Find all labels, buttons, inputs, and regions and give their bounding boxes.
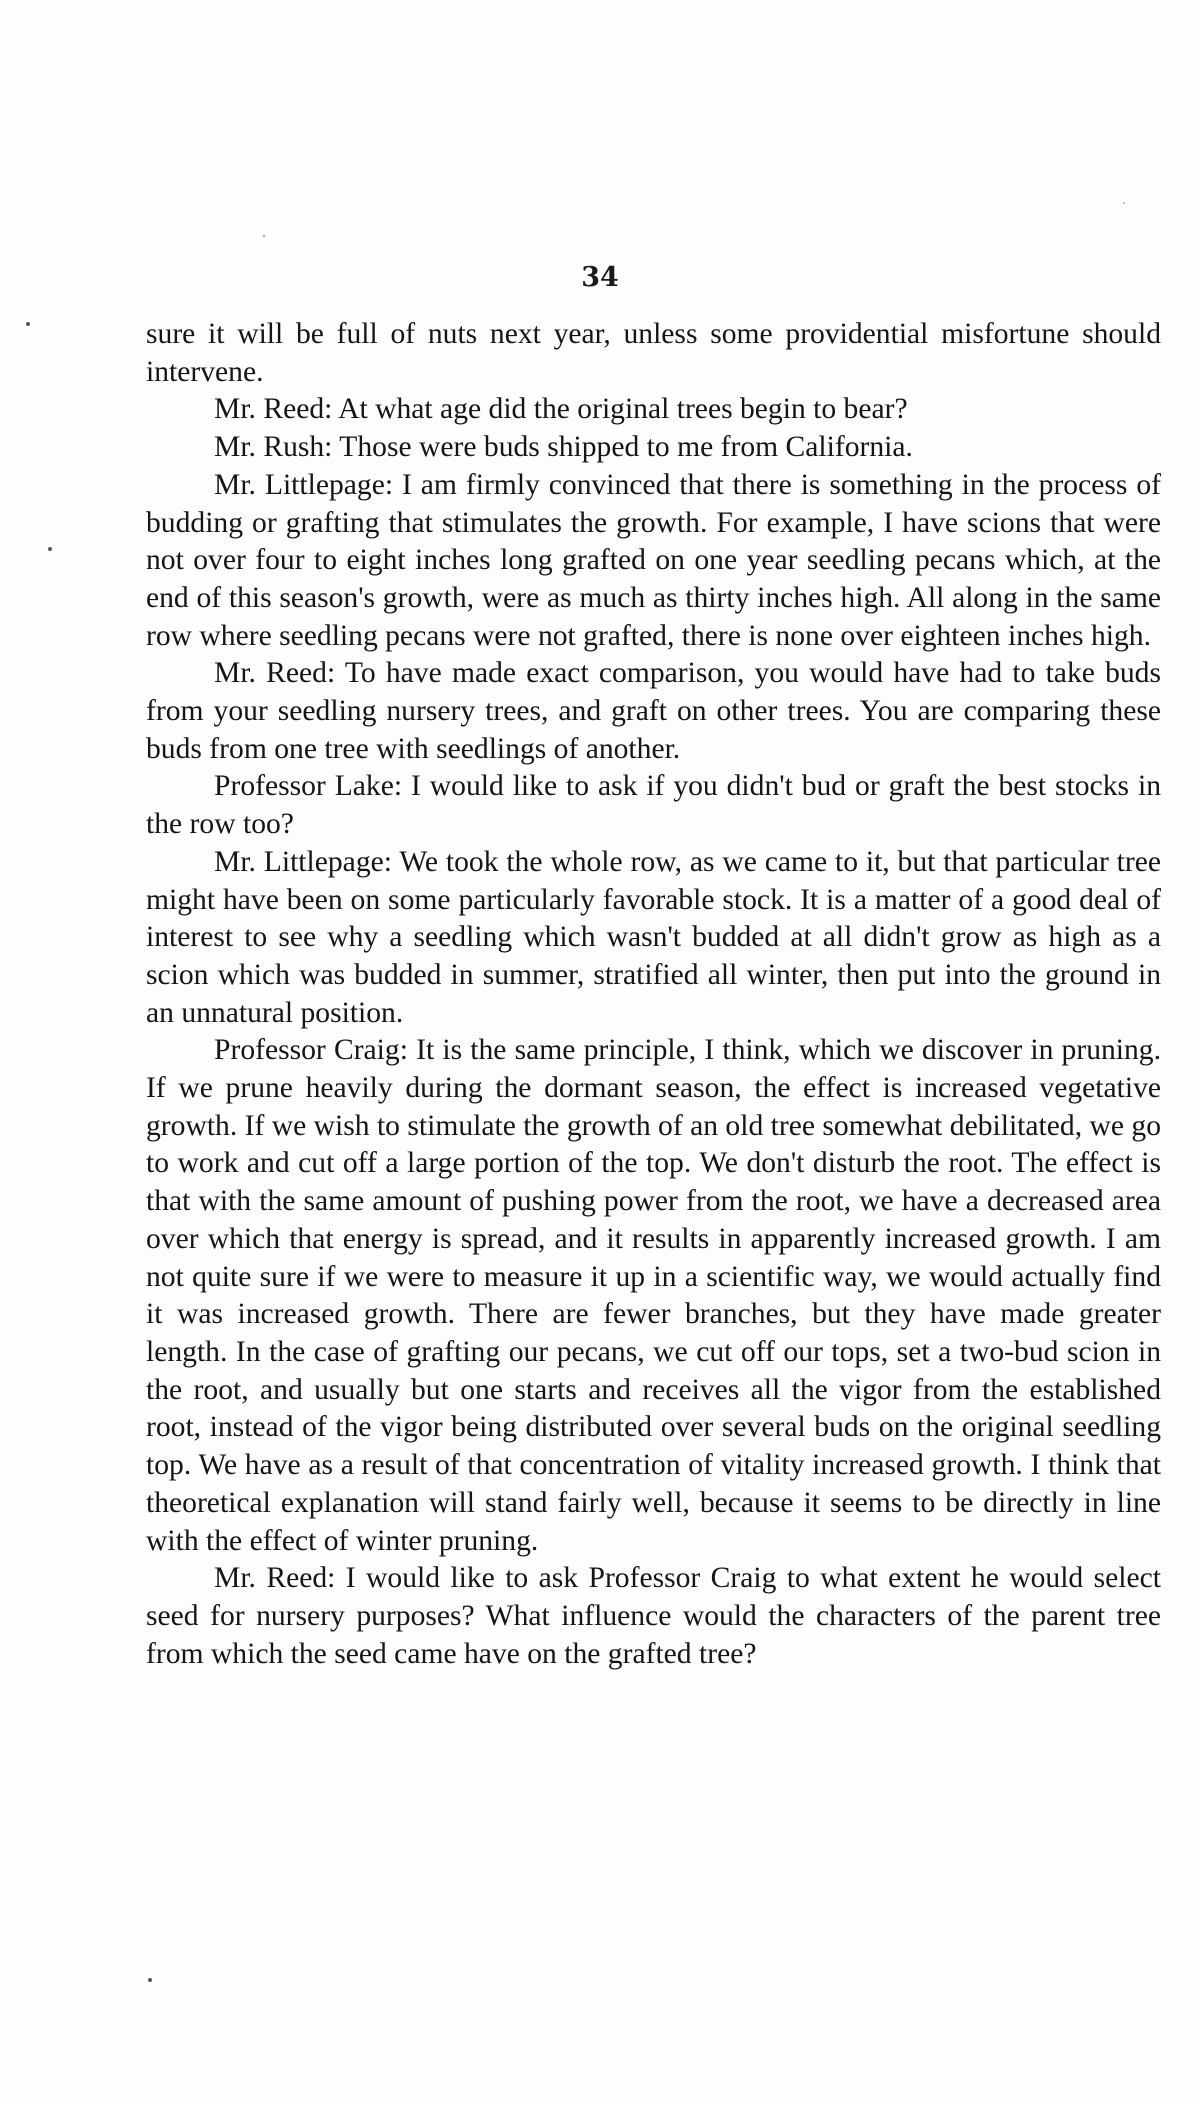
speaker-label: Mr. Reed: bbox=[214, 657, 336, 690]
paragraph-text: Those were buds shipped to me from California. bbox=[339, 431, 913, 464]
paragraph-continuation bbox=[146, 316, 1161, 391]
paragraph-text: I would like to ask if you didn't bud or graft the best stocks in the row too? bbox=[146, 770, 1161, 841]
paragraph-text: sure it will be full of nuts next year, unless some providential misfortune should intervene. bbox=[146, 318, 1161, 388]
scan-speck bbox=[263, 235, 265, 237]
paragraph-lake bbox=[146, 768, 1161, 843]
paragraph-reed-1 bbox=[146, 391, 1161, 429]
paragraph-text: At what age did the original trees begin to bear? bbox=[338, 393, 908, 426]
paragraph-text: We took the whole row, as we came to it, but that particular tree might have been on some particularly favorable stock. It is a matter of a good deal of interest to see why a seedling which wasn't budded at all didn't grow as high as a scion which was budded in summer, stratified all winter, then put into the ground in an unnatural position. bbox=[146, 845, 1162, 1029]
scan-speck bbox=[26, 322, 30, 326]
body-text bbox=[146, 316, 1161, 1673]
paragraph-reed-3 bbox=[146, 1560, 1161, 1673]
scan-speck bbox=[148, 1978, 152, 1982]
paragraph-craig bbox=[146, 1032, 1161, 1560]
paragraph-littlepage-1 bbox=[146, 467, 1161, 656]
speaker-label: Mr. Rush: bbox=[214, 431, 333, 464]
paragraph-text: I would like to ask Professor Craig to what extent he would select seed for nursery purposes? What influence would the characters of the parent tree from which the seed came have on the grafted tree? bbox=[146, 1562, 1161, 1670]
speaker-label: Mr. Littlepage: bbox=[214, 845, 392, 878]
speaker-label: Professor Lake: bbox=[214, 770, 403, 803]
page-number: 34 bbox=[581, 262, 619, 293]
paragraph-littlepage-2 bbox=[146, 844, 1161, 1033]
paragraph-reed-2 bbox=[146, 655, 1161, 768]
paragraph-rush bbox=[146, 429, 1161, 467]
speaker-label: Mr. Littlepage: bbox=[214, 468, 394, 501]
speaker-label: Mr. Reed: bbox=[214, 393, 333, 426]
paragraph-text: I am firmly convinced that there is something in the process of budding or grafting that stimulates the growth. For example, I have scions that were not over four to eight inches long grafted on one year seedling pecans which, at the end of this season's growth, were as much as thirty inches high. All along in the same row where seedling pecans were not grafted, there is none over eighteen inches high. bbox=[146, 468, 1161, 652]
scan-speck bbox=[1123, 202, 1125, 204]
paragraph-text: To have made exact comparison, you would have had to take buds from your seedling nursery trees, and graft on other trees. You are comparing these buds from one tree with seedlings of another. bbox=[146, 657, 1161, 765]
speaker-label: Professor Craig: bbox=[214, 1034, 408, 1067]
scan-speck bbox=[48, 547, 52, 551]
paragraph-text: It is the same principle, I think, which we discover in pruning. If we prune heavily during the dormant season, the effect is increased vegetative growth. If we wish to stimulate the growth of an old tree somewhat debilitated, we go to work and cut off a large portion of the top. We don't disturb the root. The effect is that with the same amount of pushing power from the root, we have a decreased area over which that energy is spread, and it results in apparently increased growth. I am not quite sure if we were to measure it up in a scientific way, we would actually find it was increased growth. There are fewer branches, but they have made greater length. In the case of grafting our pecans, we cut off our tops, set a two-bud scion in the root, and usually but one starts and receives all the vigor from the established root, instead of the vigor being distributed over several buds on the original seedling top. We have as a result of that concentration of vitality increased growth. I think that theoretical explanation will stand fairly well, because it seems to be directly in line with the effect of winter pruning. bbox=[146, 1034, 1162, 1557]
speaker-label: Mr. Reed: bbox=[214, 1562, 336, 1595]
